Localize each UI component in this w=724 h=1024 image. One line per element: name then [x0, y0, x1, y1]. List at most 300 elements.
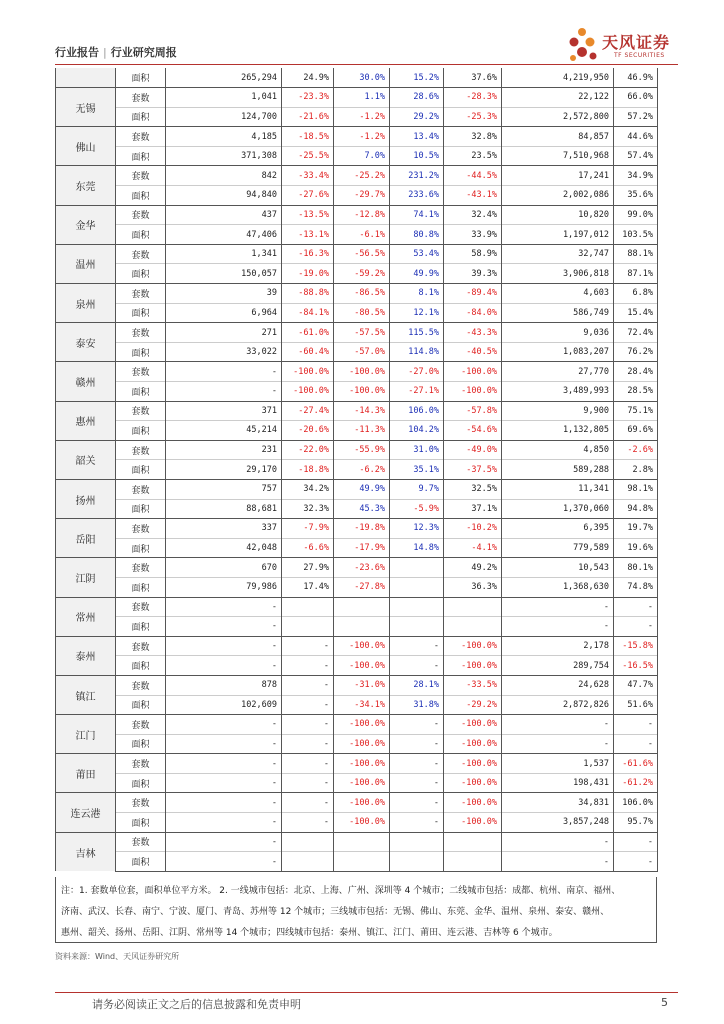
value-cell: 99.0%	[614, 205, 658, 225]
metric-cell: 面积	[116, 617, 166, 637]
city-cell: 惠州	[56, 401, 116, 440]
value-cell: 28.5%	[614, 382, 658, 402]
table-row	[56, 382, 658, 402]
value-cell: 74.1%	[390, 205, 444, 225]
value-cell: 265,294	[166, 68, 282, 88]
value-cell: -27.4%	[282, 401, 334, 421]
value-cell: 19.7%	[614, 519, 658, 539]
value-cell: 94.8%	[614, 499, 658, 519]
metric-cell: 面积	[116, 68, 166, 88]
city-cell: 佛山	[56, 127, 116, 166]
metric-cell: 面积	[116, 538, 166, 558]
metric-cell: 套数	[116, 793, 166, 813]
value-cell: -61.0%	[282, 323, 334, 343]
value-cell: 28.6%	[390, 88, 444, 108]
value-cell: -19.0%	[282, 264, 334, 284]
city-cell: 莆田	[56, 754, 116, 793]
table-row	[56, 636, 658, 656]
value-cell: 271	[166, 323, 282, 343]
value-cell: 32.3%	[282, 499, 334, 519]
value-cell: -14.3%	[334, 401, 390, 421]
value-cell: -11.3%	[334, 421, 390, 441]
value-cell: -37.5%	[444, 460, 502, 480]
value-cell: 231	[166, 440, 282, 460]
metric-cell: 面积	[116, 773, 166, 793]
metric-cell: 套数	[116, 205, 166, 225]
value-cell: 57.4%	[614, 146, 658, 166]
city-cell: 金华	[56, 205, 116, 244]
table-row	[56, 362, 658, 382]
value-cell: -	[282, 656, 334, 676]
value-cell: 150,057	[166, 264, 282, 284]
table-row	[56, 813, 658, 833]
value-cell: 27.9%	[282, 558, 334, 578]
value-cell: 2.8%	[614, 460, 658, 480]
value-cell: 45.3%	[334, 499, 390, 519]
value-cell: 95.7%	[614, 813, 658, 833]
value-cell: -43.3%	[444, 323, 502, 343]
table-row	[56, 440, 658, 460]
value-cell: -25.3%	[444, 107, 502, 127]
table-row	[56, 323, 658, 343]
metric-cell: 面积	[116, 577, 166, 597]
value-cell: -	[614, 617, 658, 637]
city-cell: 连云港	[56, 793, 116, 832]
value-cell: -40.5%	[444, 342, 502, 362]
value-cell: -100.0%	[444, 715, 502, 735]
note-line: 注：1. 套数单位套，面积单位平方米。 2. 一线城市包括：北京、上海、广州、深圳等 4 个城市；二线城市包括：成都、杭州、南京、福州、	[61, 886, 621, 896]
value-cell: 28.1%	[390, 675, 444, 695]
value-cell: -18.8%	[282, 460, 334, 480]
value-cell: 88.1%	[614, 244, 658, 264]
value-cell: -16.3%	[282, 244, 334, 264]
value-cell: -	[390, 636, 444, 656]
value-cell: 39.3%	[444, 264, 502, 284]
metric-cell: 面积	[116, 460, 166, 480]
value-cell: -	[166, 754, 282, 774]
value-cell: 4,850	[502, 440, 614, 460]
metric-cell: 套数	[116, 88, 166, 108]
value-cell: 37.6%	[444, 68, 502, 88]
value-cell: 13.4%	[390, 127, 444, 147]
value-cell: -100.0%	[334, 734, 390, 754]
value-cell: -100.0%	[444, 636, 502, 656]
table-note	[55, 877, 657, 943]
footer-divider	[55, 992, 678, 993]
metric-cell: 套数	[116, 636, 166, 656]
value-cell: 29.2%	[390, 107, 444, 127]
value-cell: 35.6%	[614, 186, 658, 206]
value-cell: 124,700	[166, 107, 282, 127]
value-cell: 337	[166, 519, 282, 539]
value-cell: -4.1%	[444, 538, 502, 558]
value-cell: 84,857	[502, 127, 614, 147]
logo-name-en: TF SECURITIES	[614, 52, 665, 59]
metric-cell: 面积	[116, 225, 166, 245]
metric-cell: 套数	[116, 362, 166, 382]
value-cell: 45,214	[166, 421, 282, 441]
value-cell: -	[166, 852, 282, 872]
value-cell: 24.9%	[282, 68, 334, 88]
metric-cell: 面积	[116, 186, 166, 206]
value-cell: 29,170	[166, 460, 282, 480]
value-cell: -	[502, 617, 614, 637]
table-row	[56, 617, 658, 637]
value-cell: 10.5%	[390, 146, 444, 166]
value-cell: 32.5%	[444, 479, 502, 499]
value-cell: 1,370,060	[502, 499, 614, 519]
value-cell: -18.5%	[282, 127, 334, 147]
value-cell: -100.0%	[444, 773, 502, 793]
table-row	[56, 205, 658, 225]
value-cell: 47.7%	[614, 675, 658, 695]
value-cell: -25.5%	[282, 146, 334, 166]
housing-data-table	[55, 68, 658, 872]
value-cell: -27.1%	[390, 382, 444, 402]
value-cell: -	[614, 852, 658, 872]
metric-cell: 面积	[116, 695, 166, 715]
value-cell: 31.0%	[390, 440, 444, 460]
value-cell: -34.1%	[334, 695, 390, 715]
value-cell: 2,178	[502, 636, 614, 656]
table-row	[56, 695, 658, 715]
metric-cell: 面积	[116, 107, 166, 127]
value-cell: -88.8%	[282, 284, 334, 304]
table-row	[56, 107, 658, 127]
table-row	[56, 538, 658, 558]
value-cell: 1,197,012	[502, 225, 614, 245]
value-cell: 1,341	[166, 244, 282, 264]
value-cell: -	[282, 636, 334, 656]
value-cell: 32,747	[502, 244, 614, 264]
value-cell: 1,537	[502, 754, 614, 774]
value-cell: -33.4%	[282, 166, 334, 186]
value-cell: -100.0%	[334, 754, 390, 774]
metric-cell: 面积	[116, 303, 166, 323]
metric-cell: 套数	[116, 519, 166, 539]
metric-cell: 面积	[116, 264, 166, 284]
value-cell: -	[390, 656, 444, 676]
value-cell: 47,406	[166, 225, 282, 245]
value-cell: 198,431	[502, 773, 614, 793]
value-cell: -21.6%	[282, 107, 334, 127]
value-cell: -	[614, 734, 658, 754]
value-cell: 231.2%	[390, 166, 444, 186]
value-cell	[334, 597, 390, 617]
value-cell	[334, 852, 390, 872]
value-cell: -	[390, 773, 444, 793]
metric-cell: 面积	[116, 852, 166, 872]
value-cell: -	[166, 362, 282, 382]
value-cell: -43.1%	[444, 186, 502, 206]
value-cell: 34,831	[502, 793, 614, 813]
table-row	[56, 793, 658, 813]
metric-cell: 面积	[116, 656, 166, 676]
value-cell: -1.2%	[334, 127, 390, 147]
value-cell: 98.1%	[614, 479, 658, 499]
table-row	[56, 577, 658, 597]
metric-cell: 套数	[116, 284, 166, 304]
value-cell: 30.0%	[334, 68, 390, 88]
value-cell: -6.1%	[334, 225, 390, 245]
value-cell: -12.8%	[334, 205, 390, 225]
disclaimer: 请务必阅读正文之后的信息披露和免责申明	[92, 998, 301, 1011]
city-cell	[56, 68, 116, 88]
value-cell: -	[502, 597, 614, 617]
value-cell: 33.9%	[444, 225, 502, 245]
value-cell: -	[390, 715, 444, 735]
value-cell: 34.2%	[282, 479, 334, 499]
table-row	[56, 734, 658, 754]
value-cell: -15.8%	[614, 636, 658, 656]
table-row	[56, 460, 658, 480]
value-cell: -	[282, 675, 334, 695]
value-cell: -6.2%	[334, 460, 390, 480]
city-cell: 镇江	[56, 675, 116, 714]
metric-cell: 套数	[116, 440, 166, 460]
value-cell: 2,872,826	[502, 695, 614, 715]
value-cell: -	[282, 715, 334, 735]
value-cell	[444, 852, 502, 872]
table-row	[56, 773, 658, 793]
value-cell: -25.2%	[334, 166, 390, 186]
table-row	[56, 264, 658, 284]
value-cell: -	[282, 754, 334, 774]
value-cell: 114.8%	[390, 342, 444, 362]
value-cell: 15.2%	[390, 68, 444, 88]
header-divider	[55, 64, 678, 65]
value-cell: -29.7%	[334, 186, 390, 206]
value-cell: -61.2%	[614, 773, 658, 793]
metric-cell: 面积	[116, 342, 166, 362]
city-cell: 常州	[56, 597, 116, 636]
company-logo	[568, 26, 678, 68]
value-cell: -100.0%	[444, 362, 502, 382]
value-cell: 10,820	[502, 205, 614, 225]
value-cell: 15.4%	[614, 303, 658, 323]
city-cell: 岳阳	[56, 519, 116, 558]
value-cell: -57.8%	[444, 401, 502, 421]
metric-cell: 套数	[116, 166, 166, 186]
value-cell: 14.8%	[390, 538, 444, 558]
value-cell: -20.6%	[282, 421, 334, 441]
table-row	[56, 401, 658, 421]
note-line: 济南、武汉、长春、南宁、宁波、厦门、青岛、苏州等 12 个城市；三线城市包括：无锡、佛山、东莞、金华、温州、泉州、泰安、赣州、	[61, 907, 610, 917]
value-cell: -	[502, 832, 614, 852]
value-cell: -100.0%	[444, 656, 502, 676]
logo-name: 天风证券	[602, 33, 671, 52]
value-cell: -	[166, 734, 282, 754]
value-cell: 51.6%	[614, 695, 658, 715]
value-cell: 779,589	[502, 538, 614, 558]
value-cell: 49.2%	[444, 558, 502, 578]
report-header	[55, 44, 177, 60]
value-cell: 58.9%	[444, 244, 502, 264]
value-cell: 104.2%	[390, 421, 444, 441]
value-cell: 17.4%	[282, 577, 334, 597]
value-cell: 1,041	[166, 88, 282, 108]
value-cell: -19.8%	[334, 519, 390, 539]
value-cell: 69.6%	[614, 421, 658, 441]
value-cell: 94,840	[166, 186, 282, 206]
value-cell: -	[166, 715, 282, 735]
report-type: 行业报告	[55, 46, 99, 59]
value-cell: -	[166, 773, 282, 793]
value-cell: -100.0%	[334, 382, 390, 402]
value-cell: 31.8%	[390, 695, 444, 715]
metric-cell: 套数	[116, 479, 166, 499]
value-cell: -100.0%	[444, 813, 502, 833]
value-cell: -57.0%	[334, 342, 390, 362]
value-cell: -55.9%	[334, 440, 390, 460]
table-row	[56, 127, 658, 147]
table-row	[56, 597, 658, 617]
value-cell: 12.1%	[390, 303, 444, 323]
value-cell: 36.3%	[444, 577, 502, 597]
table-row	[56, 715, 658, 735]
value-cell: 106.0%	[614, 793, 658, 813]
value-cell: -29.2%	[444, 695, 502, 715]
value-cell: -16.5%	[614, 656, 658, 676]
city-cell: 泰安	[56, 323, 116, 362]
metric-cell: 面积	[116, 382, 166, 402]
metric-cell: 套数	[116, 323, 166, 343]
value-cell: 586,749	[502, 303, 614, 323]
value-cell: -100.0%	[334, 362, 390, 382]
value-cell: 2,572,800	[502, 107, 614, 127]
value-cell: -	[282, 813, 334, 833]
value-cell: 3,857,248	[502, 813, 614, 833]
value-cell: -100.0%	[444, 793, 502, 813]
value-cell: -27.6%	[282, 186, 334, 206]
metric-cell: 套数	[116, 558, 166, 578]
value-cell: -89.4%	[444, 284, 502, 304]
value-cell: 53.4%	[390, 244, 444, 264]
table-row	[56, 519, 658, 539]
table-row	[56, 421, 658, 441]
value-cell: 2,002,086	[502, 186, 614, 206]
value-cell: -	[282, 695, 334, 715]
city-cell: 赣州	[56, 362, 116, 401]
value-cell: 10,543	[502, 558, 614, 578]
value-cell: 371,308	[166, 146, 282, 166]
value-cell: -33.5%	[444, 675, 502, 695]
value-cell: 115.5%	[390, 323, 444, 343]
value-cell: 27,770	[502, 362, 614, 382]
value-cell: -27.8%	[334, 577, 390, 597]
value-cell: -60.4%	[282, 342, 334, 362]
value-cell: -	[390, 793, 444, 813]
note-line: 惠州、韶关、扬州、岳阳、江阴、常州等 14 个城市；四线城市包括：泰州、镇江、江门、莆田、连云港、吉林等 6 个城市。	[61, 928, 558, 938]
value-cell: -	[614, 832, 658, 852]
value-cell: -	[390, 754, 444, 774]
value-cell: -27.0%	[390, 362, 444, 382]
value-cell	[444, 617, 502, 637]
table-row	[56, 479, 658, 499]
value-cell: 289,754	[502, 656, 614, 676]
value-cell: -23.3%	[282, 88, 334, 108]
value-cell: 80.8%	[390, 225, 444, 245]
value-cell: -	[390, 734, 444, 754]
value-cell: -	[614, 597, 658, 617]
metric-cell: 面积	[116, 421, 166, 441]
value-cell: -2.6%	[614, 440, 658, 460]
value-cell: -100.0%	[334, 793, 390, 813]
value-cell: 74.8%	[614, 577, 658, 597]
value-cell: -100.0%	[334, 773, 390, 793]
value-cell: 75.1%	[614, 401, 658, 421]
value-cell: -31.0%	[334, 675, 390, 695]
city-cell: 无锡	[56, 88, 116, 127]
value-cell: 7.0%	[334, 146, 390, 166]
table-row	[56, 68, 658, 88]
value-cell: -100.0%	[444, 734, 502, 754]
value-cell	[334, 617, 390, 637]
value-cell: -80.5%	[334, 303, 390, 323]
table-row	[56, 558, 658, 578]
value-cell: -54.6%	[444, 421, 502, 441]
value-cell: 72.4%	[614, 323, 658, 343]
value-cell: -100.0%	[334, 813, 390, 833]
value-cell: 1,083,207	[502, 342, 614, 362]
value-cell: 44.6%	[614, 127, 658, 147]
value-cell: 6.8%	[614, 284, 658, 304]
value-cell: 106.0%	[390, 401, 444, 421]
value-cell: 233.6%	[390, 186, 444, 206]
value-cell: -7.9%	[282, 519, 334, 539]
table-row	[56, 303, 658, 323]
value-cell: 7,510,968	[502, 146, 614, 166]
value-cell	[390, 597, 444, 617]
table-row	[56, 284, 658, 304]
value-cell: 4,185	[166, 127, 282, 147]
value-cell: 35.1%	[390, 460, 444, 480]
value-cell	[390, 617, 444, 637]
value-cell: -59.2%	[334, 264, 390, 284]
value-cell: 46.9%	[614, 68, 658, 88]
value-cell: -	[282, 773, 334, 793]
value-cell: 3,906,818	[502, 264, 614, 284]
value-cell: -49.0%	[444, 440, 502, 460]
value-cell: -13.1%	[282, 225, 334, 245]
value-cell: -	[166, 656, 282, 676]
table-row	[56, 832, 658, 852]
value-cell: -	[502, 715, 614, 735]
metric-cell: 套数	[116, 832, 166, 852]
value-cell: -	[166, 813, 282, 833]
value-cell: 76.2%	[614, 342, 658, 362]
value-cell: -100.0%	[334, 715, 390, 735]
value-cell: 1,132,805	[502, 421, 614, 441]
value-cell: 24,628	[502, 675, 614, 695]
table-row	[56, 675, 658, 695]
value-cell: 102,609	[166, 695, 282, 715]
value-cell: -84.0%	[444, 303, 502, 323]
value-cell: 8.1%	[390, 284, 444, 304]
city-cell: 温州	[56, 244, 116, 283]
value-cell: 19.6%	[614, 538, 658, 558]
value-cell: -	[166, 597, 282, 617]
value-cell: 57.2%	[614, 107, 658, 127]
value-cell: -6.6%	[282, 538, 334, 558]
metric-cell: 面积	[116, 146, 166, 166]
value-cell: -100.0%	[334, 656, 390, 676]
value-cell: 12.3%	[390, 519, 444, 539]
value-cell: -	[614, 715, 658, 735]
metric-cell: 套数	[116, 401, 166, 421]
value-cell: 22,122	[502, 88, 614, 108]
value-cell: -	[502, 734, 614, 754]
